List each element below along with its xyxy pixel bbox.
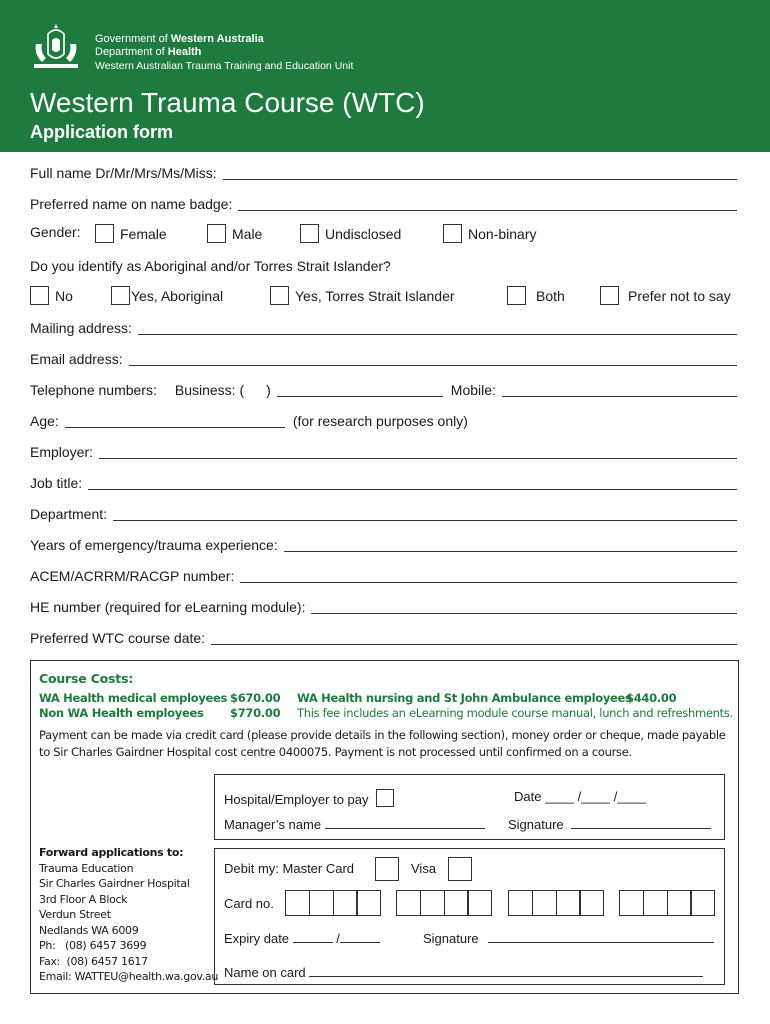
mailing-label: Mailing address: bbox=[30, 320, 132, 336]
card-digit[interactable] bbox=[285, 890, 310, 916]
job-title-label: Job title: bbox=[30, 475, 83, 491]
hospital-pay-checkbox[interactable] bbox=[376, 789, 394, 807]
payment-note: Payment can be made via credit card (please provide details in the following section), money order or cheque, made payable to Sir Charles Gairdner Hospital cost centre 0400075. Payment is not processed until confirmed on a course. bbox=[39, 728, 726, 759]
nonbinary-checkbox[interactable] bbox=[443, 224, 462, 243]
male-label: Male bbox=[232, 225, 263, 242]
manager-label: Manager’s name bbox=[224, 817, 322, 832]
employer-field[interactable] bbox=[99, 443, 737, 459]
wa-medical-label: WA Health medical employees bbox=[39, 691, 228, 705]
nursing-price: $440.00 bbox=[626, 691, 677, 705]
mailing-row bbox=[30, 317, 737, 339]
card-digit[interactable] bbox=[420, 890, 445, 916]
prefer-not-label: Prefer not to say bbox=[628, 287, 731, 304]
aboriginal-question-text: Do you identify as Aboriginal and/or Torres Strait Islander? bbox=[30, 258, 391, 274]
card-digit[interactable] bbox=[508, 890, 533, 916]
hospital-pay-item bbox=[224, 789, 394, 807]
preferred-name-row bbox=[30, 193, 737, 215]
employer-row bbox=[30, 441, 737, 463]
hospital-pay-label: Hospital/Employer to pay bbox=[224, 792, 369, 807]
name-on-card-item bbox=[224, 964, 703, 980]
male-checkbox[interactable] bbox=[207, 224, 226, 243]
expiry-year-field[interactable] bbox=[340, 930, 380, 943]
aboriginal-question bbox=[30, 255, 737, 277]
employer-pay-box bbox=[214, 774, 725, 840]
gender-undisclosed-option[interactable] bbox=[300, 224, 401, 243]
card-digit[interactable] bbox=[467, 890, 492, 916]
page-subtitle: Application form bbox=[30, 122, 173, 142]
manager-signature-label: Signature bbox=[508, 817, 564, 832]
name-on-card-field[interactable] bbox=[309, 964, 703, 977]
undisclosed-label: Undisclosed bbox=[325, 225, 402, 242]
card-signature-item bbox=[423, 930, 714, 946]
aboriginal-prefer-option[interactable] bbox=[600, 286, 731, 305]
aboriginal-yes-option[interactable] bbox=[111, 286, 223, 305]
he-row bbox=[30, 596, 737, 618]
course-date-field[interactable] bbox=[211, 629, 737, 645]
card-signature-field[interactable] bbox=[488, 930, 714, 943]
gender-text: Gender: bbox=[30, 224, 81, 240]
job-title-row bbox=[30, 472, 737, 494]
card-digit[interactable] bbox=[532, 890, 557, 916]
aboriginal-torres-option[interactable] bbox=[270, 286, 455, 305]
age-row bbox=[30, 410, 737, 432]
gov-name: Western Australia bbox=[170, 33, 264, 45]
forward-address bbox=[39, 845, 218, 985]
manager-signature-item bbox=[508, 816, 711, 832]
full-name-field[interactable] bbox=[223, 164, 737, 180]
course-costs-box bbox=[30, 660, 739, 994]
prefer-not-checkbox[interactable] bbox=[600, 286, 619, 305]
email-row bbox=[30, 348, 737, 370]
no-label: No bbox=[55, 287, 73, 304]
wa-crest-icon bbox=[30, 24, 82, 72]
expiry-label: Expiry date bbox=[224, 931, 290, 946]
wa-medical-price: $670.00 bbox=[230, 691, 281, 705]
manager-field[interactable] bbox=[325, 816, 485, 829]
forward-line: Verdun Street bbox=[39, 908, 111, 921]
forward-line: Sir Charles Gairdner Hospital bbox=[39, 877, 190, 890]
age-field[interactable] bbox=[65, 412, 285, 428]
fee-note: This fee includes an eLearning module course manual, lunch and refreshments. bbox=[297, 706, 733, 720]
dept-prefix: Department of bbox=[95, 46, 168, 58]
aboriginal-both-option[interactable] bbox=[507, 286, 565, 305]
mailing-field[interactable] bbox=[138, 319, 737, 335]
age-label: Age: bbox=[30, 413, 59, 429]
torres-checkbox[interactable] bbox=[270, 286, 289, 305]
manager-signature-field[interactable] bbox=[571, 816, 711, 829]
gender-male-option[interactable] bbox=[207, 224, 262, 243]
forward-email: Email: WATTEU@health.wa.gov.au bbox=[39, 970, 219, 983]
card-digit[interactable] bbox=[619, 890, 644, 916]
business-phone-field[interactable] bbox=[277, 381, 443, 397]
card-digit[interactable] bbox=[667, 890, 692, 916]
department-field[interactable] bbox=[113, 505, 737, 521]
job-title-field[interactable] bbox=[88, 474, 737, 490]
card-digit[interactable] bbox=[444, 890, 469, 916]
both-checkbox[interactable] bbox=[507, 286, 526, 305]
full-name-row bbox=[30, 162, 737, 184]
yes-aboriginal-checkbox[interactable] bbox=[111, 286, 130, 305]
years-label: Years of emergency/trauma experience: bbox=[30, 537, 278, 553]
yes-aboriginal-label: Yes, Aboriginal bbox=[131, 287, 224, 304]
business-close: ) bbox=[266, 382, 271, 398]
department-row bbox=[30, 503, 737, 525]
employer-label: Employer: bbox=[30, 444, 94, 460]
card-digit[interactable] bbox=[643, 890, 668, 916]
government-block bbox=[95, 33, 353, 73]
card-digit[interactable] bbox=[333, 890, 358, 916]
both-label: Both bbox=[536, 287, 565, 304]
female-label: Female bbox=[120, 225, 167, 242]
course-costs-title: Course Costs: bbox=[39, 671, 134, 686]
course-date-row bbox=[30, 627, 737, 649]
torres-label: Yes, Torres Strait Islander bbox=[295, 287, 455, 304]
gender-label bbox=[30, 224, 81, 240]
dept-name: Health bbox=[167, 46, 202, 58]
mobile-field[interactable] bbox=[502, 381, 737, 397]
card-no-label: Card no. bbox=[224, 896, 274, 911]
expiry-item bbox=[224, 930, 380, 946]
card-digits-group-2[interactable] bbox=[396, 890, 491, 916]
mastercard-checkbox[interactable] bbox=[375, 857, 399, 881]
nursing-label: WA Health nursing and St John Ambulance employees bbox=[297, 691, 632, 705]
name-on-card-label: Name on card bbox=[224, 965, 306, 980]
forward-line: 3rd Floor A Block bbox=[39, 892, 128, 906]
department-label: Department: bbox=[30, 506, 108, 522]
business-label: Business: ( bbox=[174, 382, 245, 398]
acem-row bbox=[30, 565, 737, 587]
forward-heading: Forward applications to: bbox=[39, 846, 184, 859]
age-note: (for research purposes only) bbox=[292, 413, 468, 429]
card-digit[interactable] bbox=[356, 890, 381, 916]
forward-phone: Ph: (08) 6457 3699 bbox=[39, 939, 147, 952]
non-wa-label: Non WA Health employees bbox=[39, 706, 204, 720]
preferred-name-label: Preferred name on name badge: bbox=[30, 196, 233, 212]
card-digit[interactable] bbox=[309, 890, 334, 916]
card-digit[interactable] bbox=[556, 890, 581, 916]
visa-checkbox[interactable] bbox=[448, 857, 472, 881]
female-checkbox[interactable] bbox=[95, 224, 114, 243]
forward-line: Nedlands WA 6009 bbox=[39, 923, 139, 937]
years-row bbox=[30, 534, 737, 556]
he-label: HE number (required for eLearning module): bbox=[30, 599, 306, 615]
telephone-label: Telephone numbers: bbox=[30, 382, 157, 398]
expiry-separator: / bbox=[336, 931, 340, 946]
unit-name: Western Australian Trauma Training and Education Unit bbox=[95, 60, 354, 72]
nonbinary-label: Non-binary bbox=[468, 225, 537, 242]
preferred-name-field[interactable] bbox=[238, 195, 737, 211]
debit-label: Debit my: Master Card bbox=[224, 861, 355, 876]
forward-line: Trauma Education bbox=[39, 861, 134, 875]
years-field[interactable] bbox=[284, 536, 737, 552]
gov-prefix: Government of bbox=[95, 33, 171, 45]
telephone-row bbox=[30, 379, 737, 401]
email-field[interactable] bbox=[129, 350, 737, 366]
he-field[interactable] bbox=[311, 598, 737, 614]
card-digits-group-1[interactable] bbox=[285, 890, 380, 916]
card-signature-label: Signature bbox=[423, 931, 479, 946]
card-digit[interactable] bbox=[579, 890, 604, 916]
no-checkbox[interactable] bbox=[30, 286, 49, 305]
visa-label: Visa bbox=[411, 861, 437, 876]
card-payment-box bbox=[214, 848, 725, 985]
expiry-month-field[interactable] bbox=[293, 930, 333, 943]
course-date-label: Preferred WTC course date: bbox=[30, 630, 206, 646]
forward-fax: Fax: (08) 6457 1617 bbox=[39, 954, 148, 968]
mobile-label: Mobile: bbox=[450, 382, 496, 398]
header-banner bbox=[0, 0, 770, 152]
manager-item bbox=[224, 816, 485, 832]
pay-date-field[interactable]: Date ____ /____ /____ bbox=[514, 789, 647, 804]
card-digit[interactable] bbox=[690, 890, 715, 916]
full-name-label: Full name Dr/Mr/Mrs/Ms/Miss: bbox=[30, 165, 217, 181]
gender-nonbinary-option[interactable] bbox=[443, 224, 536, 243]
acem-label: ACEM/ACRRM/RACGP number: bbox=[30, 568, 235, 584]
card-digits-group-4[interactable] bbox=[619, 890, 714, 916]
page-title: Western Trauma Course (WTC) bbox=[30, 87, 425, 118]
non-wa-price: $770.00 bbox=[230, 706, 281, 720]
gender-female-option[interactable] bbox=[95, 224, 167, 243]
card-digit[interactable] bbox=[396, 890, 421, 916]
acem-field[interactable] bbox=[240, 567, 737, 583]
aboriginal-no-option[interactable] bbox=[30, 286, 73, 305]
card-digits-group-3[interactable] bbox=[508, 890, 603, 916]
undisclosed-checkbox[interactable] bbox=[300, 224, 319, 243]
email-label: Email address: bbox=[30, 351, 123, 367]
